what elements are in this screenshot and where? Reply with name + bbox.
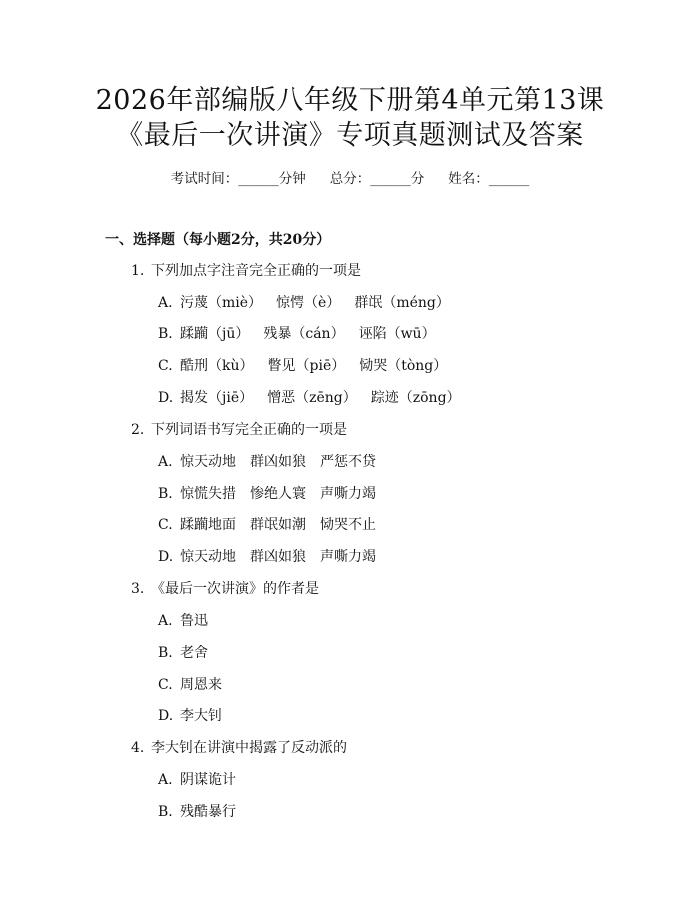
question-option — [158, 547, 376, 567]
option-part: 瞥见（piē） — [267, 358, 346, 374]
option-part: 惊慌失措 — [180, 486, 236, 502]
question-option — [158, 611, 208, 631]
option-part: 群氓（méng） — [354, 295, 450, 311]
option-part: 污蔑（miè） — [180, 295, 263, 311]
question-option — [158, 388, 461, 408]
total-score-field: 总分：______分 — [329, 171, 425, 187]
option-part: 蹂躏（jū） — [180, 326, 250, 342]
question-text: 李大钊在讲演中揭露了反动派的 — [151, 740, 347, 756]
option-part: 群凶如狼 — [250, 549, 306, 565]
option-letter: B. — [158, 804, 173, 820]
option-letter: C. — [158, 517, 173, 533]
option-part: 诬陷（wū） — [358, 326, 436, 342]
student-name-field: 姓名：______ — [448, 171, 530, 187]
option-part: 踪迹（zōng） — [370, 390, 461, 406]
option-part: 群氓如潮 — [250, 517, 306, 533]
option-part: 残酷暴行 — [180, 804, 236, 820]
question-option — [158, 324, 436, 344]
exam-time-field: 考试时间：______分钟 — [170, 171, 306, 187]
section-heading-choice: 一、选择题（每小题2分，共20分） — [105, 232, 331, 248]
option-letter: A. — [158, 772, 173, 788]
question-stem — [131, 261, 361, 281]
option-part: 群凶如狼 — [250, 454, 306, 470]
option-letter: D. — [158, 390, 174, 406]
question-text: 《最后一次讲演》的作者是 — [151, 581, 319, 597]
question-option — [158, 293, 450, 313]
option-part: 揭发（jiē） — [180, 390, 254, 406]
question-option — [158, 356, 447, 376]
option-letter: A. — [158, 613, 173, 629]
option-letter: A. — [158, 454, 173, 470]
option-part: 憎恶（zēng） — [267, 390, 357, 406]
option-letter: C. — [158, 358, 173, 374]
question-option — [158, 802, 236, 822]
question-option — [158, 675, 222, 695]
option-letter: A. — [158, 295, 173, 311]
option-letter: C. — [158, 677, 173, 693]
option-part: 李大钊 — [180, 708, 222, 724]
question-number: 2. — [131, 422, 145, 438]
question-option — [158, 484, 376, 504]
option-part: 酷刑（kù） — [180, 358, 254, 374]
option-part: 周恩来 — [180, 677, 222, 693]
option-part: 恸哭（tòng） — [359, 358, 448, 374]
option-part: 阴谋诡计 — [180, 772, 236, 788]
option-letter: D. — [158, 708, 174, 724]
option-part: 惊天动地 — [180, 549, 236, 565]
option-letter: B. — [158, 645, 173, 661]
option-part: 鲁迅 — [180, 613, 208, 629]
exam-info-row — [0, 169, 700, 189]
option-part: 声嘶力竭 — [320, 549, 376, 565]
option-part: 惊天动地 — [180, 454, 236, 470]
option-letter: B. — [158, 326, 173, 342]
option-part: 严惩不贷 — [320, 454, 376, 470]
question-option — [158, 515, 376, 535]
question-number: 1. — [131, 263, 145, 279]
document-title-line-2: 《最后一次讲演》专项真题测试及答案 — [116, 120, 584, 151]
question-option — [158, 452, 376, 472]
option-part: 残暴（cán） — [263, 326, 345, 342]
question-stem — [131, 420, 347, 440]
question-stem — [131, 579, 319, 599]
option-part: 老舍 — [180, 645, 208, 661]
question-stem — [131, 738, 347, 758]
option-part: 声嘶力竭 — [320, 486, 376, 502]
question-number: 4. — [131, 740, 145, 756]
option-part: 惊愕（è） — [276, 295, 341, 311]
document-title-line-1: 2026年部编版八年级下册第4单元第13课 — [95, 85, 605, 116]
option-letter: D. — [158, 549, 174, 565]
option-letter: B. — [158, 486, 173, 502]
question-text: 下列词语书写完全正确的一项是 — [151, 422, 347, 438]
question-number: 3. — [131, 581, 145, 597]
question-text: 下列加点字注音完全正确的一项是 — [151, 263, 361, 279]
option-part: 恸哭不止 — [320, 517, 376, 533]
question-option — [158, 706, 222, 726]
question-option — [158, 643, 208, 663]
question-option — [158, 770, 236, 790]
option-part: 惨绝人寰 — [250, 486, 306, 502]
option-part: 蹂躏地面 — [180, 517, 236, 533]
